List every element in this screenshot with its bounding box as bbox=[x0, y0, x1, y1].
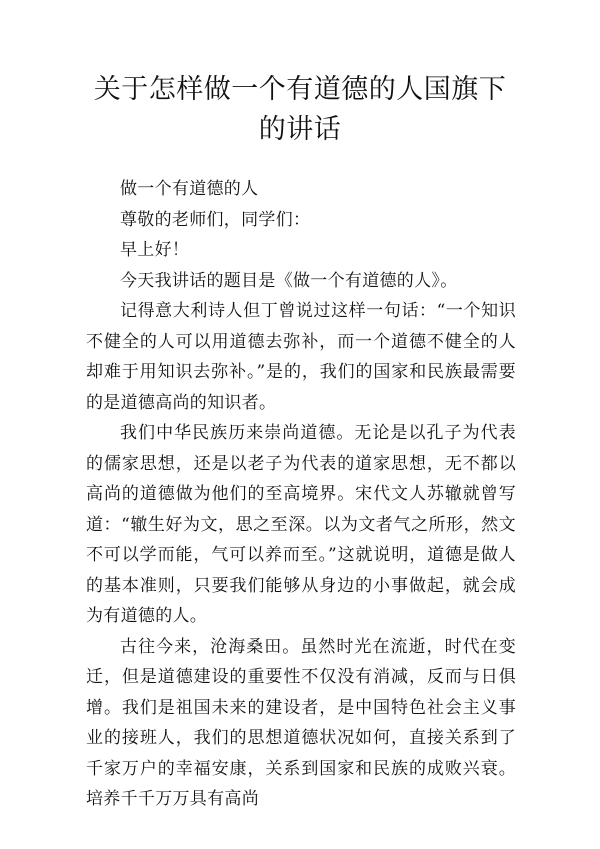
document-title: 关于怎样做一个有道德的人国旗下的讲话 bbox=[93, 74, 507, 145]
paragraph-dante-quote: 记得意大利诗人但丁曾说过这样一句话：“一个知识不健全的人可以用道德去弥补，而一个道德不健全的人却难于用知识去弥补。”是的，我们的国家和民族最需要的是道德高尚的知识者。 bbox=[86, 301, 516, 413]
paragraph-chinese-tradition: 我们中华民族历来崇尚道德。无论是以孔子为代表的儒家思想，还是以老子为代表的道家思想，无不都以高尚的道德做为他们的至高境界。宋代文人苏辙就曾写道：“辙生好为文，思之至深。以为文者气之所形，然文不可以学而能，气可以养而至。”这就说明，道德是做人的基本准则，只要我们能够从身边的小事做起，就会成为有道德的人。 bbox=[86, 423, 516, 626]
paragraph-topic: 今天我讲话的题目是《做一个有道德的人》。 bbox=[120, 270, 458, 291]
paragraph-salutation: 尊敬的老师们，同学们： bbox=[120, 209, 311, 230]
document-body bbox=[86, 174, 516, 815]
paragraph-moral-construction: 古往今来，沧海桑田。虽然时光在流逝，时代在变迁，但是道德建设的重要性不仅没有消减，反而与日俱增。我们是祖国未来的建设者，是中国特色社会主义事业的接班人，我们的思想道德状况如何，直接关系到了千家万户的幸福安康，关系到国家和民族的成败兴衰。培养千千万万具有高尚 bbox=[86, 636, 516, 809]
paragraph-subtitle: 做一个有道德的人 bbox=[120, 179, 259, 199]
paragraph-greeting: 早上好！ bbox=[120, 240, 190, 260]
